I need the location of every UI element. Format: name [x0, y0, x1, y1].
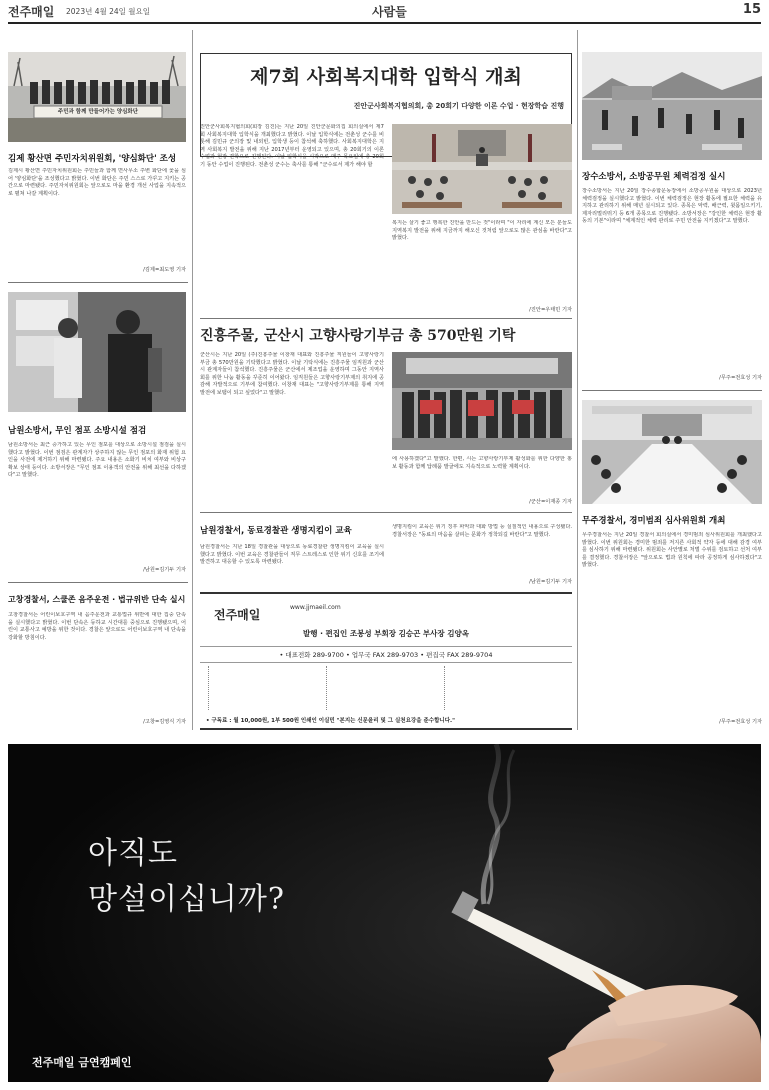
- masthead-footer: • 구독료 : 월 10,000원, 1부 500원 인쇄인 이실민 "본지는 신문윤리 및 그 실천요강을 준수합니다.": [206, 718, 455, 724]
- masthead-branch-list: [208, 666, 564, 712]
- masthead-contacts: • 대표전화 289-9700 • 업무국 FAX 289-9703 • 편집국 FAX 289-9704: [200, 646, 572, 663]
- article-title: 고창경찰서, 스쿨존 음주운전 · 법규위반 단속 실시: [8, 595, 186, 604]
- header-rule: [8, 22, 761, 24]
- article-credit: /무주=전효성 기자: [719, 375, 762, 381]
- article-title: 남원소방서, 무인 점포 소방시설 점검: [8, 426, 147, 436]
- section-rule: [8, 582, 188, 583]
- ad-campaign-label: 전주매일 금연캠페인: [32, 1056, 132, 1069]
- article-body: 고창경찰서는 어린이보호구역 내 음주운전과 교통법규 위반에 대한 집중 단속을 실시했다고 밝혔다. 이번 단속은 등하교 시간대를 중심으로 진행됐으며, 어린이 교통사고 예방을 위한 것이다. 경찰은 앞으로도 어린이보호구역 내 단속을 강화할 방침이다.: [8, 612, 186, 641]
- section-rule: [8, 282, 188, 283]
- article-credit: /고창=김영식 기자: [143, 719, 186, 725]
- fire-inspection-photo: [8, 292, 186, 412]
- no-smoking-ad: [8, 744, 761, 1082]
- branch-column: [326, 666, 328, 710]
- main-article-subtitle: 진안군사회복지협의회, 총 20회기 다양한 이론 수업 · 현장학습 진행: [353, 102, 564, 110]
- column-divider: [577, 30, 578, 730]
- page-number: 15: [742, 2, 761, 17]
- paper-name: 전주매일: [8, 5, 55, 19]
- column-divider: [192, 30, 193, 730]
- article-credit: /김제=최도영 기자: [143, 267, 186, 273]
- fitness-test-photo: [582, 52, 762, 160]
- main-article-body-cont: 복지는 살기 좋고 행복한 진안을 만드는 것"이라며 "이 자리에 계신 모든 분들도 지역복지 발전을 위해 지금까지 해오신 것처럼 앞으로도 많은 관심을 바란다"고 밝혔다.: [392, 220, 572, 242]
- donation-title: 진흥주물, 군산시 고향사랑기부금 총 570만원 기탁: [200, 328, 516, 344]
- masthead-box: [200, 592, 572, 730]
- article-title: 장수소방서, 소방공무원 체력검정 실시: [582, 172, 726, 182]
- police-article-body: 남원경찰서는 지난 18일 경찰관을 대상으로 동료경찰관 생명지킴이 교육을 실시했다고 밝혔다. 이번 교육은 경찰관들이 직무 스트레스로 인한 위기 신호를 조기에 발견하고 대응할 수 있도록 마련됐다.: [200, 544, 384, 566]
- main-article-title: 제7회 사회복지대학 입학식 개최: [250, 66, 522, 88]
- masthead-url[interactable]: www.jjmaeil.com: [290, 604, 341, 611]
- flowerbed-photo: [8, 52, 186, 142]
- ceremony-photo: [392, 124, 572, 214]
- police-article-credit: /남원=김기두 기자: [529, 579, 572, 585]
- police-article-title: 남원경찰서, 동료경찰관 생명지킴이 교육: [200, 526, 352, 536]
- article-body: 무주경찰서는 지난 20일 경찰서 회의실에서 경미범죄 심사위원회를 개최했다고 밝혔다. 이번 위원회는 경미한 범죄를 저지른 사회적 약자 등에 대해 감경 여부를 심사하기 위해 마련됐다. 위원회는 사안별로 처벌 수위를 검토하고 선처 여부를 결정했다. 경찰서장은 "앞으로도 법과 원칙에 따라 공정하게 심사하겠다"고 밝혔다.: [582, 532, 762, 569]
- ceremony-illustration: [392, 124, 572, 214]
- donation-body-cont: 에 사용하겠다"고 말했다. 한편, 시는 고향사랑기부제 활성화를 위한 다양한 홍보 활동과 함께 답례품 발굴에도 지속적으로 노력할 계획이다.: [392, 456, 572, 470]
- article-body: 장수소방서는 지난 20일 장수종합운동장에서 소방공무원을 대상으로 2023년 체력검정을 실시했다고 밝혔다. 이번 체력검정은 현장 활동에 필요한 체력을 유지하고 관리하기 위해 매년 실시되고 있다. 종목은 악력, 배근력, 윗몸일으키기, 제자리멀리뛰기 등 6개 종목으로 진행됐다. 소방서장은 "강인한 체력은 현장 활동의 기본"이라며 "체계적인 체력 관리로 주민 안전을 지키겠다"고 말했다.: [582, 188, 762, 225]
- branch-column: [208, 666, 210, 710]
- article-body: 남원소방서는 최근 증가하고 있는 무인 점포를 대상으로 소방시설 점검을 실시했다고 밝혔다. 이번 점검은 관계자가 상주하지 않는 무인 점포의 화재 위험 요인을 사전에 제거하기 위해 마련됐다. 주요 내용은 소화기 비치 여부와 비상구 확보 상태 등이다. 소방서장은 "무인 점포 이용객의 안전을 위해 최선을 다하겠다"고 말했다.: [8, 442, 186, 479]
- main-article-body: 진안군사회복지협의회(회장 김진)는 지난 20일 진안군문화의집 회의실에서 제7회 사회복지대학 입학식을 개최했다고 밝혔다. 이날 입학식에는 전춘성 군수를 비롯해 김민규 군의장 및 내외빈, 입학생 등이 참석해 축하했다. 사회복지대학은 지역 사회복지 발전을 위해 지난 2017년부터 운영되고 있으며, 총 20회기의 이론 수업과 현장 견학으로 진행된다. 이날 입학식을 시작으로 매주 목요일에 총 20회기 동안 수업이 진행된다. 전춘성 군수는 축사를 통해 "군수로서 제가 해야 할: [200, 124, 384, 168]
- flowerbed-banner-text: 주민과 함께 만들어가는 양심화단: [57, 109, 139, 115]
- masthead-name: 전주매일: [214, 608, 261, 622]
- page-header: [8, 0, 761, 24]
- committee-illustration: [582, 400, 762, 504]
- article-credit: /남원=김기두 기자: [143, 567, 186, 573]
- article-credit: /무주=전효성 기자: [719, 719, 762, 725]
- police-article-body-cont: 생명지킴이 교육은 위기 징후 파악과 대화 방법 등 실질적인 내용으로 구성됐다. 경찰서장은 "동료의 마음을 살피는 문화가 정착되길 바란다"고 말했다.: [392, 524, 572, 538]
- ad-headline-line1: 아직도: [88, 836, 178, 871]
- article-title: 김제 황산면 주민자치위원회, '양심화단' 조성: [8, 154, 177, 164]
- masthead-publisher: 발행 · 편집인 조봉성 부회장 김승곤 부사장 김양옥: [302, 629, 470, 638]
- section-rule: [582, 390, 762, 391]
- fitness-test-illustration: [582, 52, 762, 160]
- donation-body: 군산시는 지난 20일 (주)진흥주물 이창재 대표와 진흥주물 직원들이 고향사랑기부금 총 570만원을 기탁했다고 밝혔다. 이날 기탁식에는 진흥주물 임직원과 군산시 관계자들이 참석했다. 진흥주물은 군산에서 제조업을 운영하며 그동안 지역사회를 위한 나눔 활동을 꾸준히 이어왔다. 임직원들은 고향사랑기부제의 취지에 공감해 자발적으로 기부에 참여했다. 이창재 대표는 "고향사랑기부제를 통해 지역 발전에 보탬이 되고 싶었다"고 말했다.: [200, 352, 384, 396]
- main-article-credit: /진안=우태민 기자: [529, 307, 572, 313]
- section-rule: [200, 318, 572, 319]
- flowerbed-illustration: [8, 52, 186, 142]
- fire-inspection-illustration: [8, 292, 186, 412]
- donation-illustration: [392, 352, 572, 450]
- ad-headline-line2: 망설이십니까?: [88, 882, 285, 917]
- section-rule: [200, 512, 572, 513]
- issue-date: 2023년 4월 24일 월요일: [66, 7, 151, 16]
- donation-credit: /군산=이재종 기자: [529, 499, 572, 505]
- donation-photo: [392, 352, 572, 450]
- article-body: 김제시 황산면 주민자치위원회는 주민들과 함께 면사무소 주변 화단에 꽃을 심어 '양심화단'을 조성했다고 밝혔다. 이번 화단은 주민 스스로 가꾸고 지키는 공간으로 마련됐다. 주민자치위원회는 앞으로도 마을 환경 개선 사업을 지속적으로 펼쳐 나갈 계획이다.: [8, 168, 186, 197]
- section-name: 사람들: [372, 5, 407, 19]
- branch-column: [444, 666, 446, 710]
- article-title: 무주경찰서, 경미범죄 심사위원회 개최: [582, 516, 726, 526]
- committee-photo: [582, 400, 762, 504]
